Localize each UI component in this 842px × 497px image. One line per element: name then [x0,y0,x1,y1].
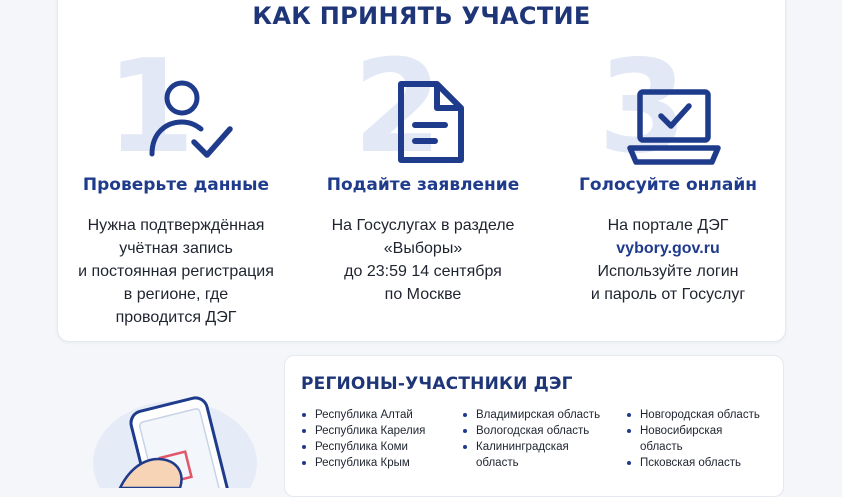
portal-link[interactable]: vybory.gov.ru [616,240,720,257]
desc-line: учётная запись [119,240,233,257]
desc-line: и постоянная регистрация [78,263,274,280]
step-title: Подайте заявление [326,175,520,195]
desc-line: по Москве [384,286,462,303]
region-item: Республика Карелия [301,423,451,439]
regions-card [284,355,784,497]
region-item: Вологодская область [462,423,617,439]
step-number: 2 [353,33,441,182]
step-title: Проверьте данные [82,175,270,195]
desc-line: до 23:59 14 сентября [344,263,502,280]
step-number: 1 [106,33,194,182]
desc-line: На портале ДЭГ [607,217,729,234]
desc-line: На Госуслугах в разделе [331,217,515,234]
document-icon [395,78,467,171]
step-description [56,214,296,329]
section-heading: КАК ПРИНЯТЬ УЧАСТИЕ [252,2,591,30]
regions-column-3 [626,407,776,471]
step-description [303,214,543,306]
laptop-check-icon [626,88,722,173]
regions-column-2 [462,407,617,471]
phone-illustration [80,388,280,488]
region-item: Калининградская область [462,439,586,471]
region-item: Республика Алтай [301,407,451,423]
region-item: Псковская область [626,455,776,471]
step-title: Голосуйте онлайн [578,175,758,195]
step-description [548,214,788,306]
regions-title: РЕГИОНЫ-УЧАСТНИКИ ДЭГ [301,374,573,394]
desc-line: и пароль от Госуслуг [590,286,746,303]
region-item: Новосибирская область [626,423,750,455]
region-item: Новгородская область [626,407,776,423]
desc-line: в регионе, где [123,286,229,303]
region-item: Владимирская область [462,407,617,423]
user-check-icon [146,78,236,173]
step-number: 3 [598,33,686,182]
desc-line: «Выборы» [383,240,463,257]
how-to-participate-card [57,0,786,342]
desc-line: проводится ДЭГ [115,309,237,326]
regions-column-1 [301,407,451,471]
region-item: Республика Коми [301,439,451,455]
desc-line: Нужна подтверждённая [87,217,265,234]
region-item: Республика Крым [301,455,451,471]
desc-line: Используйте логин [597,263,739,280]
